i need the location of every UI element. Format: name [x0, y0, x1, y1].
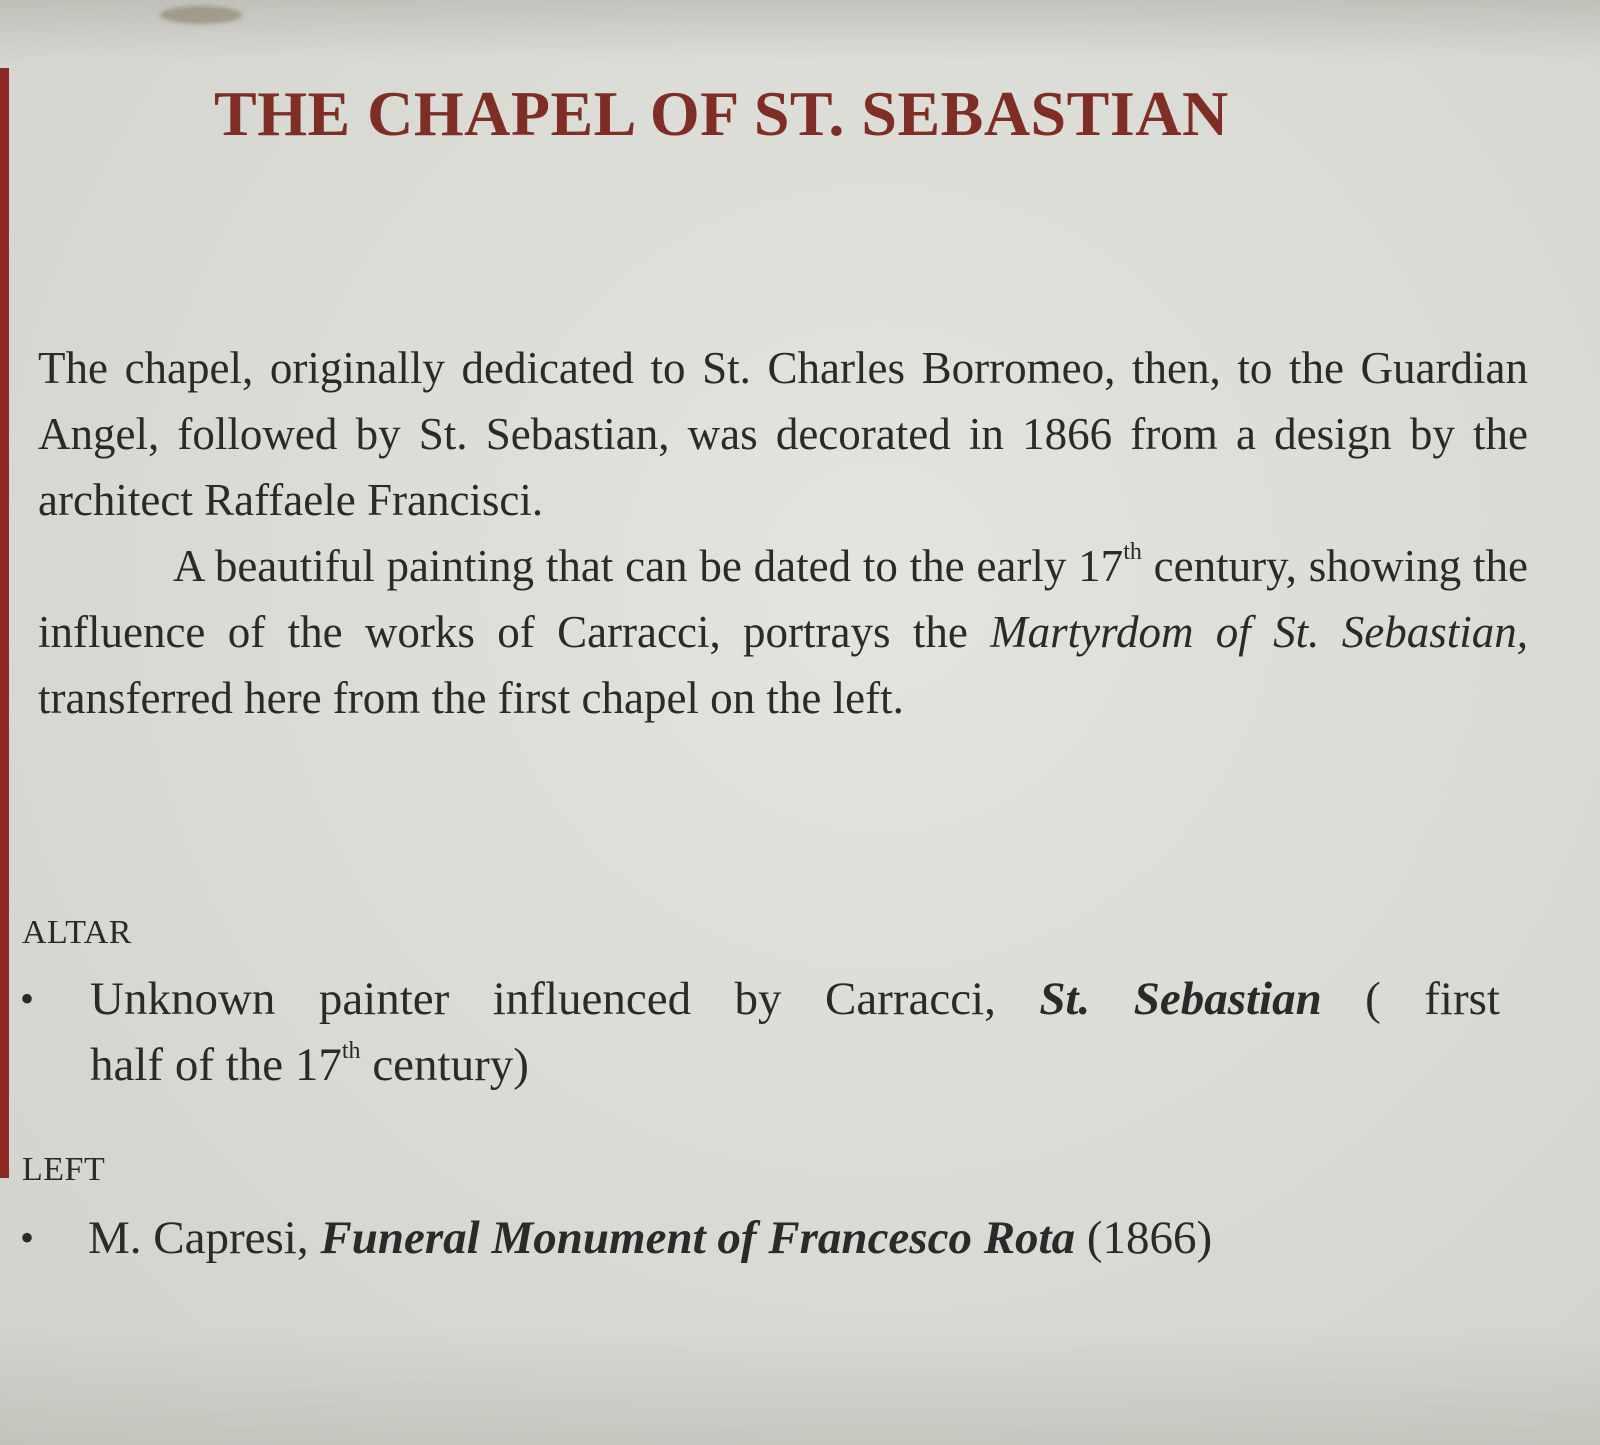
bottom-shadow [0, 1325, 1600, 1445]
list-item-left [20, 1205, 1520, 1285]
altar-entry-artist: Unknown painter influenced by Carracci, [90, 973, 1040, 1025]
placard-title: THE CHAPEL OF ST. SEBASTIAN [214, 78, 1229, 149]
red-margin-rule [0, 68, 9, 1178]
left-entry [88, 1205, 1212, 1271]
ordinal-suffix: th [341, 1038, 361, 1064]
altar-entry [90, 966, 1500, 1098]
left-entry-artist: M. Capresi, [88, 1212, 321, 1264]
painting-title: Martyrdom of St. Sebastian, [990, 607, 1528, 657]
altar-entry-suffix: ( first [1321, 973, 1500, 1025]
description-text [38, 335, 1528, 731]
paragraph-painting-part1: A beautiful painting that can be dated to the early 17 [173, 541, 1124, 591]
section-label-altar: ALTAR [22, 914, 132, 951]
altar-entry-work: St. Sebastian [1039, 973, 1322, 1025]
left-entry-date: (1866) [1075, 1212, 1213, 1264]
paragraph-painting-part2: century, showing the influence of the works of Carracci, portrays the [38, 541, 1529, 657]
paper-smudge [160, 6, 242, 24]
altar-entry-date-prefix: half of the 17 [90, 1039, 342, 1091]
altar-entry-line2 [90, 1032, 1500, 1098]
left-entry-work: Funeral Monument of Francesco Rota [320, 1212, 1076, 1264]
ordinal-suffix: th [1123, 539, 1142, 565]
altar-entry-line1 [90, 966, 1500, 1032]
top-shadow [0, 0, 1600, 60]
bullet-icon: • [20, 1215, 35, 1260]
altar-entry-date-suffix: century) [360, 1039, 529, 1091]
paragraph-painting [38, 533, 1528, 731]
bullet-icon: • [20, 976, 35, 1021]
list-item-altar [20, 966, 1520, 1106]
paragraph-painting-part3: transferred here from the first chapel on the left. [38, 673, 904, 723]
paragraph-history: The chapel, originally dedicated to St. Charles Borromeo, then, to the Guardian Angel, followed by St. Sebastian, was decorated in 1866 from a design by the architect Raffaele Francisci. [38, 343, 1528, 525]
section-label-left: LEFT [22, 1151, 106, 1188]
